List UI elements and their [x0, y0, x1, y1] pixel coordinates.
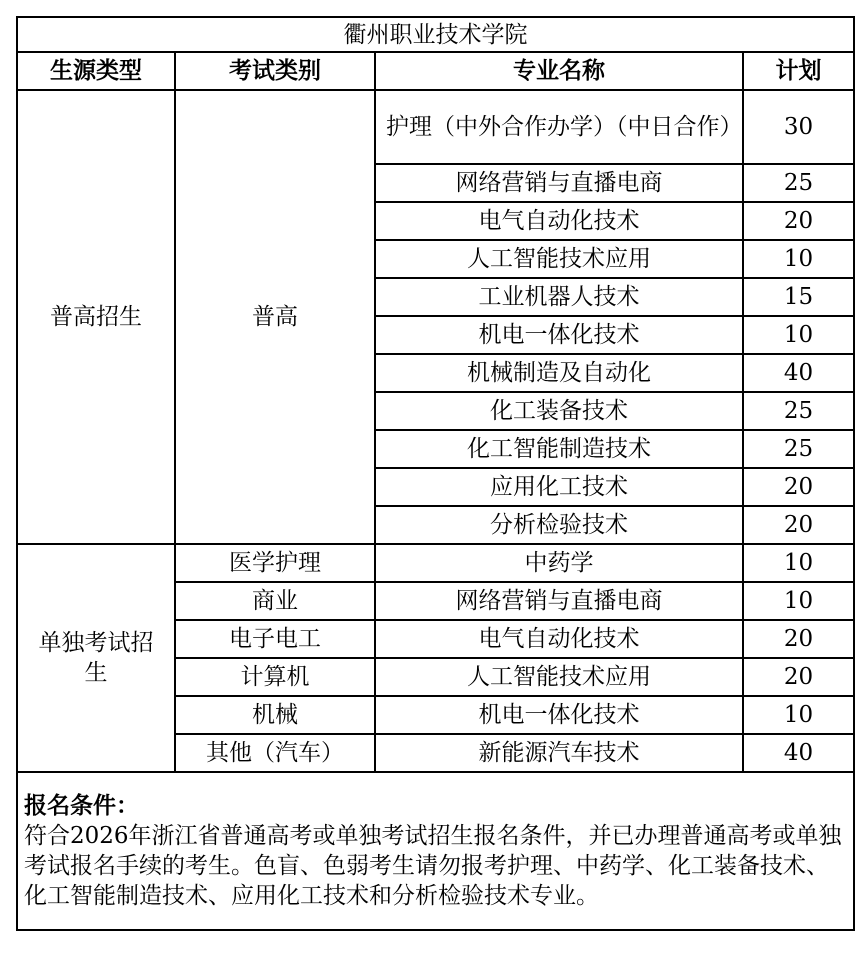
- source-type-cell: 单独考试招生: [17, 544, 175, 772]
- major-cell: 化工智能制造技术: [375, 430, 743, 468]
- plan-cell: 10: [743, 316, 854, 354]
- plan-cell: 10: [743, 696, 854, 734]
- plan-cell: 10: [743, 240, 854, 278]
- plan-cell: 25: [743, 392, 854, 430]
- plan-cell: 15: [743, 278, 854, 316]
- plan-cell: 25: [743, 164, 854, 202]
- header-exam-type: 考试类别: [175, 52, 375, 90]
- table-row: [17, 90, 854, 164]
- notes-heading: 报名条件：: [24, 793, 139, 819]
- major-cell: 机械制造及自动化: [375, 354, 743, 392]
- plan-cell: 40: [743, 734, 854, 772]
- major-cell: 中药学: [375, 544, 743, 582]
- source-type-cell: 普高招生: [17, 90, 175, 544]
- notes-cell: [17, 772, 854, 930]
- header-source-type: 生源类型: [17, 52, 175, 90]
- exam-type-cell: 计算机: [175, 658, 375, 696]
- plan-cell: 10: [743, 544, 854, 582]
- plan-cell: 30: [743, 90, 854, 164]
- major-cell: 网络营销与直播电商: [375, 164, 743, 202]
- major-cell: 化工装备技术: [375, 392, 743, 430]
- plan-cell: 40: [743, 354, 854, 392]
- major-cell: 电气自动化技术: [375, 202, 743, 240]
- notes-row: [17, 772, 854, 930]
- major-cell: 网络营销与直播电商: [375, 582, 743, 620]
- major-cell: 应用化工技术: [375, 468, 743, 506]
- plan-cell: 20: [743, 468, 854, 506]
- header-major: 专业名称: [375, 52, 743, 90]
- exam-type-cell: 普高: [175, 90, 375, 544]
- major-cell: 新能源汽车技术: [375, 734, 743, 772]
- major-cell: 护理（中外合作办学）（中日合作）: [375, 90, 743, 164]
- major-cell: 人工智能技术应用: [375, 658, 743, 696]
- plan-cell: 25: [743, 430, 854, 468]
- exam-type-cell: 电子电工: [175, 620, 375, 658]
- table-title: 衢州职业技术学院: [17, 17, 854, 52]
- major-cell: 机电一体化技术: [375, 316, 743, 354]
- table-row: [17, 544, 854, 582]
- major-cell: 分析检验技术: [375, 506, 743, 544]
- exam-type-cell: 机械: [175, 696, 375, 734]
- exam-type-cell: 医学护理: [175, 544, 375, 582]
- exam-type-cell: 其他（汽车）: [175, 734, 375, 772]
- major-cell: 工业机器人技术: [375, 278, 743, 316]
- plan-cell: 20: [743, 620, 854, 658]
- header-row: [17, 52, 854, 90]
- major-cell: 机电一体化技术: [375, 696, 743, 734]
- enrollment-plan-table: [16, 16, 855, 931]
- plan-cell: 20: [743, 506, 854, 544]
- plan-cell: 20: [743, 658, 854, 696]
- exam-type-cell: 商业: [175, 582, 375, 620]
- plan-cell: 20: [743, 202, 854, 240]
- header-plan: 计划: [743, 52, 854, 90]
- plan-cell: 10: [743, 582, 854, 620]
- notes-text: 符合2026年浙江省普通高考或单独考试招生报名条件，并已办理普通高考或单独考试报名手续的考生。色盲、色弱考生请勿报考护理、中药学、化工装备技术、化工智能制造技术、应用化工技术和分析检验技术专业。: [24, 823, 842, 909]
- major-cell: 电气自动化技术: [375, 620, 743, 658]
- major-cell: 人工智能技术应用: [375, 240, 743, 278]
